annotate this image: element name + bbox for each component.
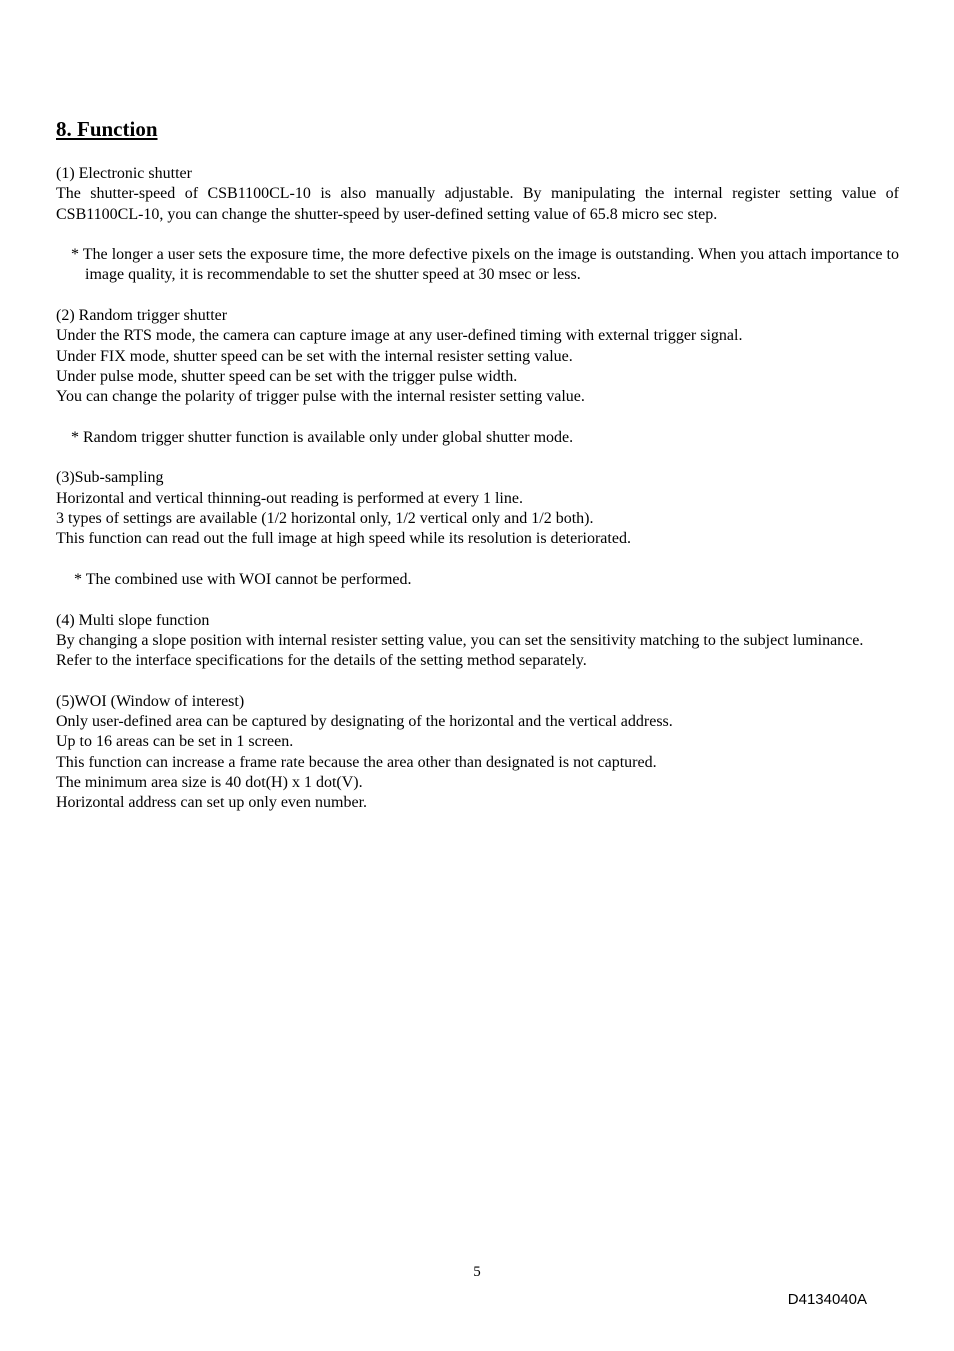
text-line: Up to 16 areas can be set in 1 screen.: [56, 733, 294, 751]
text-line: Refer to the interface specifications for the details of the setting method separately.: [56, 652, 587, 670]
section-paragraph: The shutter-speed of CSB1100CL-10 is also manually adjustable. By manipulating the internal register setting value of CSB1100CL-10, you can change the shutter-speed by user-defined setting value of 65.8 micro sec step.: [56, 185, 899, 223]
page-number: 5: [473, 1264, 481, 1280]
section-heading: (4) Multi slope function: [56, 611, 210, 629]
section-note: * Random trigger shutter function is available only under global shutter mode.: [71, 428, 574, 446]
text-line: Horizontal address can set up only even number.: [56, 794, 368, 812]
section-woi: [56, 692, 899, 814]
text-line: The minimum area size is 40 dot(H) x 1 dot(V).: [56, 773, 363, 791]
text-line: This function can increase a frame rate because the area other than designated is not captured.: [56, 753, 657, 771]
text-line: 3 types of settings are available (1/2 horizontal only, 1/2 vertical only and 1/2 both).: [56, 510, 594, 528]
section-heading: (1) Electronic shutter: [56, 165, 192, 182]
section-multi-slope-function: [56, 611, 899, 672]
text-line: Under FIX mode, shutter speed can be set with the internal resister setting value.: [56, 347, 573, 365]
section-random-trigger-shutter: [56, 306, 899, 448]
section-heading: (5)WOI (Window of interest): [56, 692, 245, 710]
section-sub-sampling: [56, 468, 899, 590]
section-heading: (3)Sub-sampling: [56, 469, 164, 487]
section-note: * The longer a user sets the exposure time, the more defective pixels on the image is outstanding. When you attach importance to image quality, it is recommendable to set the shutter speed at 30 msec or less.: [71, 246, 899, 284]
section-note: * The combined use with WOI cannot be performed.: [74, 570, 412, 588]
document-page: [56, 115, 899, 814]
page-title: 8. Function: [56, 117, 158, 141]
section-electronic-shutter: [56, 164, 899, 286]
text-line: Only user-defined area can be captured by designating of the horizontal and the vertical address.: [56, 713, 673, 731]
text-line: Horizontal and vertical thinning-out reading is performed at every 1 line.: [56, 489, 523, 507]
text-line: Under the RTS mode, the camera can capture image at any user-defined timing with external trigger signal.: [56, 327, 743, 345]
text-line: Under pulse mode, shutter speed can be set with the trigger pulse width.: [56, 367, 518, 385]
text-line: You can change the polarity of trigger pulse with the internal resister setting value.: [56, 388, 585, 406]
section-heading: (2) Random trigger shutter: [56, 307, 228, 325]
text-line: This function can read out the full image at high speed while its resolution is deteriorated.: [56, 530, 631, 548]
section-paragraph: By changing a slope position with internal resister setting value, you can set the sensitivity matching to the subject luminance.: [56, 631, 864, 649]
document-code: D4134040A: [787, 1291, 867, 1308]
